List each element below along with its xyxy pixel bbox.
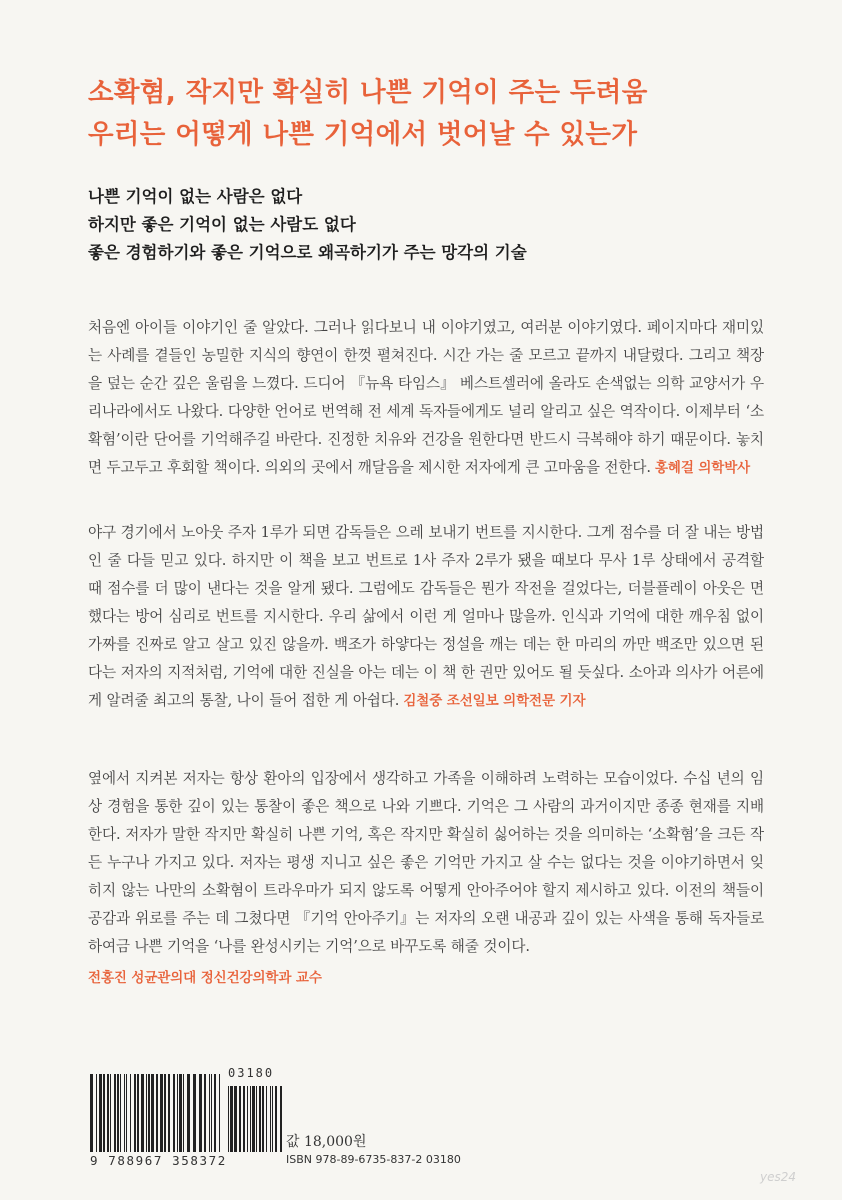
barcode-bar — [243, 1086, 245, 1152]
barcode-bar — [214, 1074, 216, 1152]
barcode-bar — [247, 1086, 248, 1152]
barcode-addon-bars — [228, 1086, 282, 1152]
review-byline: 홍혜걸 의학박사 — [654, 460, 751, 476]
barcode-bar — [183, 1074, 184, 1152]
subheading-line-2: 하지만 좋은 기억이 없는 사람도 없다 — [88, 215, 356, 234]
barcode-bar — [164, 1074, 166, 1152]
review-text: 옆에서 지켜본 저자는 항상 환아의 입장에서 생각하고 가족을 이해하려 노력하는 모습이었다. 수십 년의 임상 경험을 통한 깊이 있는 통찰이 좋은 책으로 나와 기쁘다. 기억은 그 사람의 과거이지만 종종 현재를 지배한다. 저자가 말한 작지만 확실히 나쁜 기억, 혹은 작지만 확실히 싫어하는 것을 의미하는 ‘소확혐’을 크든 작든 누구나 가지고 있다. 저자는 평생 지니고 싶은 좋은 기억만 가지고 살 수는 없다는 것을 이야기하면서 잊히지 않는 나만의 소확혐이 트라우마가 되지 않도록 어떻게 안아주어야 할지 제시하고 있다. 이전의 책들이 공감과 위로를 주는 데 그쳤다면 『기억 안아주기』는 저자의 오랜 내공과 깊이 있는 사색을 통해 독자들로 하여금 나쁜 기억을 ‘나를 완성시키는 기억’으로 바꾸도록 해줄 것이다. — [88, 770, 764, 955]
barcode-bar — [193, 1074, 196, 1152]
isbn-number: ISBN 978-89-6735-837-2 03180 — [286, 1153, 461, 1166]
barcode-bar — [146, 1074, 147, 1152]
barcode-bar — [179, 1074, 182, 1152]
barcode-bar — [275, 1086, 277, 1152]
barcode-bar — [204, 1074, 206, 1152]
barcode-bar — [219, 1074, 220, 1152]
barcode-bar — [114, 1074, 116, 1152]
barcode-bar — [177, 1074, 178, 1152]
barcode-addon-digits: 03180 — [228, 1066, 275, 1080]
barcode-bar — [156, 1074, 158, 1152]
barcode-bar — [124, 1074, 125, 1152]
review-1 — [88, 314, 764, 482]
review-2 — [88, 519, 764, 715]
barcode-bar — [234, 1086, 237, 1152]
review-text: 야구 경기에서 노아웃 주자 1루가 되면 감독들은 으레 보내기 번트를 지시한다. 그게 점수를 더 잘 내는 방법인 줄 다들 믿고 있다. 하지만 이 책을 보고 번트로 1사 주자 2루가 됐을 때보다 무사 1루 상태에서 공격할 때 점수를 더 많이 낸다는 것을 알게 됐다. 그럼에도 감독들은 뭔가 작전을 걸었다는, 더블플레이 아웃은 면했다는 방어 심리로 번트를 지시한다. 우리 삶에서 이런 게 얼마나 많을까. 인식과 기억에 대한 깨우침 없이 가짜를 진짜로 알고 살고 있진 않을까. 백조가 하얗다는 정설을 깨는 데는 한 마리의 까만 백조만 있으면 된다는 저자의 지적처럼, 기억에 대한 진실을 아는 데는 이 책 한 권만 있어도 될 듯싶다. 소아과 의사가 어른에게 알려줄 최고의 통찰, 나이 들어 접한 게 아쉽다. — [88, 524, 764, 709]
barcode-bar — [90, 1074, 93, 1152]
watermark: yes24 — [760, 1170, 797, 1184]
barcode-bar — [256, 1086, 257, 1152]
barcode-bar — [199, 1074, 202, 1152]
barcode-bar — [280, 1086, 282, 1152]
barcode-bar — [117, 1074, 119, 1152]
barcode-bar — [99, 1074, 102, 1152]
barcode-bar — [130, 1074, 131, 1152]
headline-line-1: 소확혐, 작지만 확실히 나쁜 기억이 주는 두려움 — [88, 77, 648, 108]
barcode-bar — [134, 1074, 136, 1152]
barcode-bar — [103, 1074, 105, 1152]
review-byline: 김철중 조선일보 의학전문 기자 — [403, 693, 586, 709]
barcode-bar — [148, 1074, 150, 1152]
review-byline: 전홍진 성균관의대 정신건강의학과 교수 — [88, 970, 322, 986]
headline — [88, 72, 788, 156]
barcode-bar — [250, 1086, 251, 1152]
barcode-bar — [239, 1086, 241, 1152]
review-text: 처음엔 아이들 이야기인 줄 알았다. 그러나 읽다보니 내 이야기였고, 여러분 이야기였다. 페이지마다 재미있는 사례를 곁들인 농밀한 지식의 향연이 한껏 펼쳐진다. 시간 가는 줄 모르고 끝까지 내달렸다. 그리고 책장을 덮는 순간 깊은 울림을 느꼈다. 드디어 『뉴욕 타임스』 베스트셀러에 올라도 손색없는 의학 교양서가 우리나라에서도 나왔다. 다양한 언어로 번역해 전 세계 독자들에게도 널리 알리고 싶은 역작이다. 이제부터 ‘소확혐’이란 단어를 기억해주길 바란다. 진정한 치유와 건강을 원한다면 반드시 극복해야 하기 때문이다. 놓치면 두고두고 후회할 책이다. 의외의 곳에서 깨달음을 제시한 저자에게 큰 고마움을 전한다. — [88, 319, 764, 476]
barcode-bar — [137, 1074, 139, 1152]
barcode-bar — [126, 1074, 127, 1152]
barcode-isbn-digits: 9 788967 358372 — [90, 1153, 227, 1168]
barcode-bar — [107, 1074, 109, 1152]
barcode-bar — [252, 1086, 255, 1152]
price: 값 18,000원 — [286, 1134, 367, 1150]
barcode-bar — [209, 1074, 210, 1152]
barcode-bar — [141, 1074, 144, 1152]
barcode-bar — [168, 1074, 170, 1152]
subheading-line-3: 좋은 경험하기와 좋은 기억으로 왜곡하기가 주는 망각의 기술 — [88, 243, 527, 262]
barcode-bar — [211, 1074, 212, 1152]
barcode-bar — [160, 1074, 163, 1152]
subheading-line-1: 나쁜 기억이 없는 사람은 없다 — [88, 187, 303, 206]
barcode-bar — [173, 1074, 175, 1152]
barcode-bar — [230, 1086, 233, 1152]
barcode-bar — [259, 1086, 261, 1152]
barcode-main-bars — [90, 1074, 220, 1152]
subheading — [88, 183, 788, 267]
barcode-bar — [262, 1086, 264, 1152]
barcode-bar — [96, 1074, 97, 1152]
barcode-bar — [272, 1086, 273, 1152]
barcode-bar — [266, 1086, 267, 1152]
headline-line-2: 우리는 어떻게 나쁜 기억에서 벗어날 수 있는가 — [88, 119, 638, 150]
barcode-bar — [110, 1074, 111, 1152]
review-3 — [88, 765, 764, 992]
barcode-bar — [270, 1086, 271, 1152]
barcode-bar — [120, 1074, 121, 1152]
barcode-bar — [187, 1074, 190, 1152]
barcode-bar — [228, 1086, 229, 1152]
barcode-bar — [151, 1074, 154, 1152]
